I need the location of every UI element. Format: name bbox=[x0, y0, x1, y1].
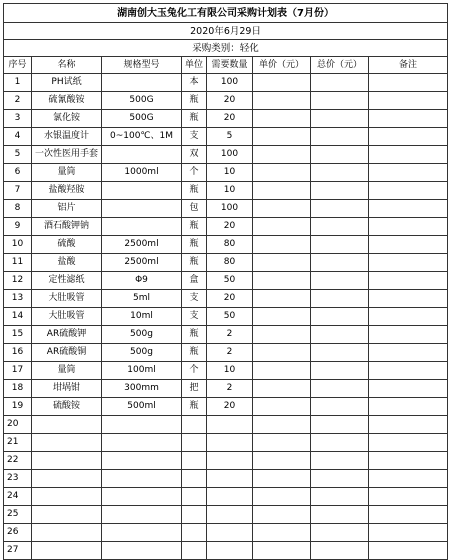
empty-cell bbox=[369, 452, 448, 470]
item-name: 铝片 bbox=[32, 200, 102, 218]
empty-cell bbox=[102, 470, 182, 488]
empty-cell bbox=[369, 506, 448, 524]
empty-cell bbox=[311, 524, 369, 542]
item-unit: 支 bbox=[182, 128, 207, 146]
empty-cell bbox=[32, 488, 102, 506]
empty-cell bbox=[311, 542, 369, 560]
item-name: 定性滤纸 bbox=[32, 272, 102, 290]
row-number: 15 bbox=[4, 326, 32, 344]
empty-cell bbox=[253, 434, 311, 452]
remarks-cell bbox=[369, 236, 448, 254]
row-number: 5 bbox=[4, 146, 32, 164]
item-unit: 盒 bbox=[182, 272, 207, 290]
row-number: 4 bbox=[4, 128, 32, 146]
unit-price-cell bbox=[253, 182, 311, 200]
table-row bbox=[4, 146, 448, 164]
item-spec: 0~100℃、1M bbox=[102, 128, 182, 146]
unit-price-cell bbox=[253, 128, 311, 146]
item-spec: Φ9 bbox=[102, 272, 182, 290]
unit-price-cell bbox=[253, 290, 311, 308]
table-row bbox=[4, 236, 448, 254]
item-quantity: 20 bbox=[207, 290, 253, 308]
item-unit: 把 bbox=[182, 380, 207, 398]
empty-cell bbox=[207, 506, 253, 524]
table-row bbox=[4, 416, 448, 434]
remarks-cell bbox=[369, 362, 448, 380]
item-spec: 500G bbox=[102, 92, 182, 110]
empty-cell bbox=[32, 470, 102, 488]
item-unit: 瓶 bbox=[182, 344, 207, 362]
row-number: 12 bbox=[4, 272, 32, 290]
empty-cell bbox=[182, 542, 207, 560]
item-quantity: 2 bbox=[207, 344, 253, 362]
empty-cell bbox=[253, 416, 311, 434]
empty-cell bbox=[311, 506, 369, 524]
item-spec bbox=[102, 182, 182, 200]
empty-cell bbox=[32, 434, 102, 452]
remarks-cell bbox=[369, 254, 448, 272]
empty-cell bbox=[102, 434, 182, 452]
total-price-cell bbox=[311, 344, 369, 362]
item-unit: 瓶 bbox=[182, 398, 207, 416]
item-unit: 个 bbox=[182, 164, 207, 182]
item-spec: 1000ml bbox=[102, 164, 182, 182]
empty-cell bbox=[369, 542, 448, 560]
empty-cell bbox=[369, 416, 448, 434]
empty-cell bbox=[182, 452, 207, 470]
item-quantity: 80 bbox=[207, 236, 253, 254]
empty-cell bbox=[207, 470, 253, 488]
table-row bbox=[4, 92, 448, 110]
item-name: 大肚吸管 bbox=[32, 308, 102, 326]
item-name: 酒石酸钾钠 bbox=[32, 218, 102, 236]
empty-cell bbox=[311, 416, 369, 434]
item-spec: 500ml bbox=[102, 398, 182, 416]
purchase-plan-table bbox=[3, 3, 448, 560]
remarks-cell bbox=[369, 110, 448, 128]
remarks-cell bbox=[369, 290, 448, 308]
empty-cell bbox=[207, 488, 253, 506]
row-number: 27 bbox=[4, 542, 32, 560]
unit-price-cell bbox=[253, 308, 311, 326]
item-quantity: 100 bbox=[207, 74, 253, 92]
table-row bbox=[4, 164, 448, 182]
total-price-cell bbox=[311, 200, 369, 218]
empty-cell bbox=[182, 506, 207, 524]
item-quantity: 20 bbox=[207, 218, 253, 236]
item-quantity: 2 bbox=[207, 326, 253, 344]
row-number: 2 bbox=[4, 92, 32, 110]
item-name: 硫酸 bbox=[32, 236, 102, 254]
unit-price-cell bbox=[253, 272, 311, 290]
total-price-cell bbox=[311, 254, 369, 272]
remarks-cell bbox=[369, 74, 448, 92]
row-number: 7 bbox=[4, 182, 32, 200]
table-row bbox=[4, 326, 448, 344]
item-name: AR硫酸钾 bbox=[32, 326, 102, 344]
row-number: 24 bbox=[4, 488, 32, 506]
table-row bbox=[4, 488, 448, 506]
empty-cell bbox=[182, 470, 207, 488]
row-number: 16 bbox=[4, 344, 32, 362]
row-number: 10 bbox=[4, 236, 32, 254]
empty-cell bbox=[182, 416, 207, 434]
table-row bbox=[4, 506, 448, 524]
item-unit: 包 bbox=[182, 200, 207, 218]
unit-price-cell bbox=[253, 380, 311, 398]
purchase-category: 采购类别：轻化 bbox=[4, 40, 448, 57]
item-quantity: 10 bbox=[207, 164, 253, 182]
table-row bbox=[4, 524, 448, 542]
total-price-cell bbox=[311, 182, 369, 200]
item-unit: 瓶 bbox=[182, 218, 207, 236]
sheet-title: 湖南创大玉兔化工有限公司采购计划表（7月份） bbox=[4, 4, 448, 23]
item-spec: 2500ml bbox=[102, 254, 182, 272]
item-name: 大肚吸管 bbox=[32, 290, 102, 308]
remarks-cell bbox=[369, 164, 448, 182]
empty-cell bbox=[102, 416, 182, 434]
total-price-cell bbox=[311, 362, 369, 380]
total-price-cell bbox=[311, 308, 369, 326]
table-row bbox=[4, 272, 448, 290]
empty-cell bbox=[369, 434, 448, 452]
unit-price-cell bbox=[253, 344, 311, 362]
empty-cell bbox=[253, 524, 311, 542]
empty-cell bbox=[253, 470, 311, 488]
table-row bbox=[4, 200, 448, 218]
unit-price-cell bbox=[253, 254, 311, 272]
item-spec: 500g bbox=[102, 326, 182, 344]
column-header: 规格型号 bbox=[102, 57, 182, 74]
unit-price-cell bbox=[253, 326, 311, 344]
table-row bbox=[4, 434, 448, 452]
empty-cell bbox=[311, 488, 369, 506]
empty-cell bbox=[253, 542, 311, 560]
remarks-cell bbox=[369, 398, 448, 416]
remarks-cell bbox=[369, 92, 448, 110]
item-name: 水银温度计 bbox=[32, 128, 102, 146]
remarks-cell bbox=[369, 344, 448, 362]
item-quantity: 20 bbox=[207, 398, 253, 416]
empty-cell bbox=[207, 452, 253, 470]
total-price-cell bbox=[311, 164, 369, 182]
empty-cell bbox=[102, 542, 182, 560]
row-number: 26 bbox=[4, 524, 32, 542]
remarks-cell bbox=[369, 272, 448, 290]
empty-cell bbox=[369, 470, 448, 488]
item-quantity: 100 bbox=[207, 200, 253, 218]
table-row bbox=[4, 182, 448, 200]
purchase-plan-sheet bbox=[3, 3, 447, 560]
row-number: 21 bbox=[4, 434, 32, 452]
item-unit: 个 bbox=[182, 362, 207, 380]
remarks-cell bbox=[369, 200, 448, 218]
row-number: 17 bbox=[4, 362, 32, 380]
item-name: 硫酸铵 bbox=[32, 398, 102, 416]
item-spec: 5ml bbox=[102, 290, 182, 308]
item-unit: 本 bbox=[182, 74, 207, 92]
empty-cell bbox=[369, 524, 448, 542]
total-price-cell bbox=[311, 272, 369, 290]
total-price-cell bbox=[311, 218, 369, 236]
item-spec bbox=[102, 74, 182, 92]
remarks-cell bbox=[369, 182, 448, 200]
column-header: 名称 bbox=[32, 57, 102, 74]
total-price-cell bbox=[311, 74, 369, 92]
column-header: 单位 bbox=[182, 57, 207, 74]
column-header: 序号 bbox=[4, 57, 32, 74]
table-row bbox=[4, 218, 448, 236]
empty-cell bbox=[182, 434, 207, 452]
table-row bbox=[4, 344, 448, 362]
item-unit: 双 bbox=[182, 146, 207, 164]
unit-price-cell bbox=[253, 362, 311, 380]
item-spec: 100ml bbox=[102, 362, 182, 380]
item-spec: 10ml bbox=[102, 308, 182, 326]
table-row bbox=[4, 290, 448, 308]
item-spec bbox=[102, 218, 182, 236]
item-quantity: 80 bbox=[207, 254, 253, 272]
column-header: 总价（元） bbox=[311, 57, 369, 74]
item-quantity: 10 bbox=[207, 182, 253, 200]
column-header: 单价（元） bbox=[253, 57, 311, 74]
item-spec: 500g bbox=[102, 344, 182, 362]
unit-price-cell bbox=[253, 218, 311, 236]
item-quantity: 5 bbox=[207, 128, 253, 146]
item-spec: 500G bbox=[102, 110, 182, 128]
table-row bbox=[4, 308, 448, 326]
remarks-cell bbox=[369, 146, 448, 164]
column-header: 需要数量 bbox=[207, 57, 253, 74]
item-quantity: 20 bbox=[207, 92, 253, 110]
remarks-cell bbox=[369, 308, 448, 326]
table-row bbox=[4, 452, 448, 470]
row-number: 22 bbox=[4, 452, 32, 470]
item-quantity: 20 bbox=[207, 110, 253, 128]
row-number: 13 bbox=[4, 290, 32, 308]
row-number: 14 bbox=[4, 308, 32, 326]
row-number: 6 bbox=[4, 164, 32, 182]
item-quantity: 50 bbox=[207, 308, 253, 326]
row-number: 3 bbox=[4, 110, 32, 128]
item-unit: 支 bbox=[182, 290, 207, 308]
item-spec bbox=[102, 200, 182, 218]
item-unit: 瓶 bbox=[182, 236, 207, 254]
item-spec bbox=[102, 146, 182, 164]
remarks-cell bbox=[369, 128, 448, 146]
table-row bbox=[4, 542, 448, 560]
unit-price-cell bbox=[253, 146, 311, 164]
column-header: 备注 bbox=[369, 57, 448, 74]
row-number: 23 bbox=[4, 470, 32, 488]
item-name: AR硫酸铜 bbox=[32, 344, 102, 362]
empty-cell bbox=[32, 524, 102, 542]
item-name: 氯化铵 bbox=[32, 110, 102, 128]
remarks-cell bbox=[369, 326, 448, 344]
item-unit: 瓶 bbox=[182, 254, 207, 272]
remarks-cell bbox=[369, 218, 448, 236]
empty-cell bbox=[311, 470, 369, 488]
empty-cell bbox=[102, 452, 182, 470]
table-row bbox=[4, 74, 448, 92]
table-row bbox=[4, 254, 448, 272]
item-unit: 瓶 bbox=[182, 182, 207, 200]
row-number: 25 bbox=[4, 506, 32, 524]
sheet-date: 2020年6月29日 bbox=[4, 23, 448, 40]
total-price-cell bbox=[311, 290, 369, 308]
row-number: 1 bbox=[4, 74, 32, 92]
item-name: 盐酸羟胺 bbox=[32, 182, 102, 200]
empty-cell bbox=[102, 524, 182, 542]
item-name: 坩埚钳 bbox=[32, 380, 102, 398]
unit-price-cell bbox=[253, 398, 311, 416]
unit-price-cell bbox=[253, 236, 311, 254]
item-unit: 瓶 bbox=[182, 110, 207, 128]
empty-cell bbox=[369, 488, 448, 506]
empty-cell bbox=[207, 416, 253, 434]
item-quantity: 2 bbox=[207, 380, 253, 398]
total-price-cell bbox=[311, 326, 369, 344]
remarks-cell bbox=[369, 380, 448, 398]
empty-cell bbox=[32, 416, 102, 434]
total-price-cell bbox=[311, 398, 369, 416]
empty-cell bbox=[207, 434, 253, 452]
empty-cell bbox=[207, 542, 253, 560]
table-row bbox=[4, 128, 448, 146]
row-number: 8 bbox=[4, 200, 32, 218]
total-price-cell bbox=[311, 380, 369, 398]
empty-cell bbox=[253, 488, 311, 506]
empty-cell bbox=[311, 452, 369, 470]
unit-price-cell bbox=[253, 74, 311, 92]
empty-cell bbox=[32, 452, 102, 470]
item-quantity: 10 bbox=[207, 362, 253, 380]
header-row bbox=[4, 57, 448, 74]
empty-cell bbox=[253, 452, 311, 470]
item-name: 盐酸 bbox=[32, 254, 102, 272]
total-price-cell bbox=[311, 146, 369, 164]
item-name: 量筒 bbox=[32, 164, 102, 182]
item-quantity: 100 bbox=[207, 146, 253, 164]
total-price-cell bbox=[311, 92, 369, 110]
item-unit: 支 bbox=[182, 308, 207, 326]
row-number: 18 bbox=[4, 380, 32, 398]
item-name: 量筒 bbox=[32, 362, 102, 380]
unit-price-cell bbox=[253, 164, 311, 182]
empty-cell bbox=[253, 506, 311, 524]
total-price-cell bbox=[311, 110, 369, 128]
empty-cell bbox=[102, 506, 182, 524]
row-number: 20 bbox=[4, 416, 32, 434]
empty-cell bbox=[102, 488, 182, 506]
empty-cell bbox=[311, 434, 369, 452]
unit-price-cell bbox=[253, 110, 311, 128]
item-unit: 瓶 bbox=[182, 92, 207, 110]
row-number: 19 bbox=[4, 398, 32, 416]
empty-cell bbox=[32, 542, 102, 560]
table-row bbox=[4, 362, 448, 380]
row-number: 9 bbox=[4, 218, 32, 236]
table-row bbox=[4, 470, 448, 488]
item-unit: 瓶 bbox=[182, 326, 207, 344]
unit-price-cell bbox=[253, 200, 311, 218]
item-name: 一次性医用手套 bbox=[32, 146, 102, 164]
empty-cell bbox=[182, 524, 207, 542]
table-row bbox=[4, 110, 448, 128]
item-spec: 2500ml bbox=[102, 236, 182, 254]
total-price-cell bbox=[311, 128, 369, 146]
total-price-cell bbox=[311, 236, 369, 254]
table-row bbox=[4, 380, 448, 398]
item-quantity: 50 bbox=[207, 272, 253, 290]
item-spec: 300mm bbox=[102, 380, 182, 398]
item-name: 硫氰酸铵 bbox=[32, 92, 102, 110]
empty-cell bbox=[32, 506, 102, 524]
row-number: 11 bbox=[4, 254, 32, 272]
empty-cell bbox=[182, 488, 207, 506]
empty-cell bbox=[207, 524, 253, 542]
unit-price-cell bbox=[253, 92, 311, 110]
table-row bbox=[4, 398, 448, 416]
item-name: PH试纸 bbox=[32, 74, 102, 92]
